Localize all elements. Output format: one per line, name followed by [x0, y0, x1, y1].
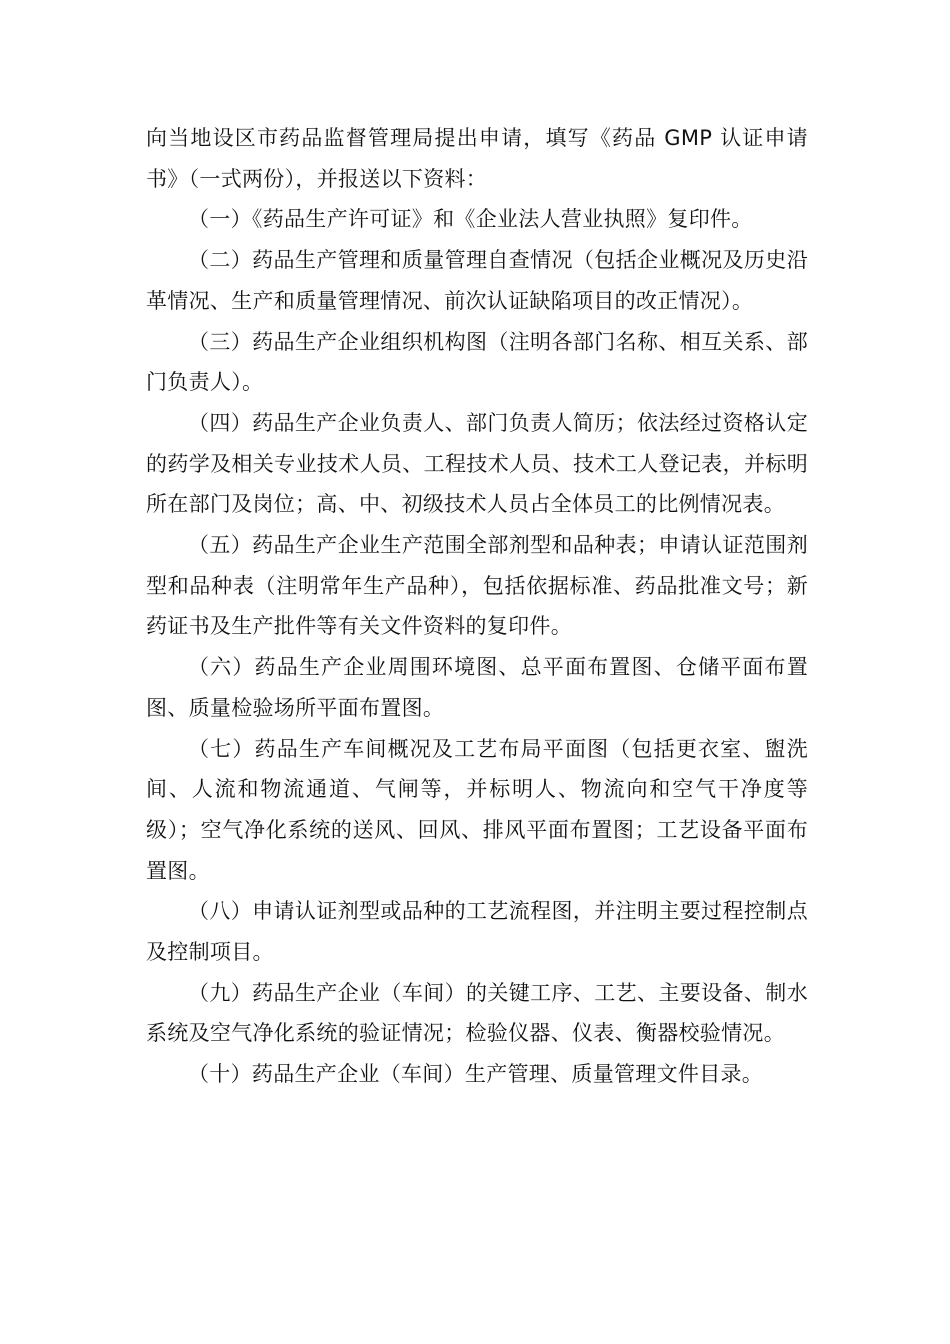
list-item: （九）药品生产企业（车间）的关键工序、工艺、主要设备、制水系统及空气净化系统的验证情况；检验仪器、仪表、衡器校验情况。 [146, 980, 808, 1046]
list-item: （一）《药品生产许可证》和《企业法人营业执照》复印件。 [188, 207, 753, 232]
intro-paragraph: 向当地设区市药品监督管理局提出申请，填写《药品 GMP 认证申请书》（一式两份），并报送以下资料： [146, 126, 808, 191]
document-body [146, 118, 808, 1095]
list-item: （三）药品生产企业组织机构图（注明各部门名称、相互关系、部门负责人）。 [146, 329, 808, 395]
list-item: （十）药品生产企业（车间）生产管理、质量管理文件目录。 [188, 1062, 764, 1087]
list-item: （八）申请认证剂型或品种的工艺流程图，并注明主要过程控制点及控制项目。 [146, 899, 808, 965]
list-item: （四）药品生产企业负责人、部门负责人简历；依法经过资格认定的药学及相关专业技术人员、工程技术人员、技术工人登记表，并标明所在部门及岗位；高、中、初级技术人员占全体员工的比例情况表。 [146, 410, 808, 517]
list-item: （二）药品生产管理和质量管理自查情况（包括企业概况及历史沿革情况、生产和质量管理情况、前次认证缺陷项目的改正情况）。 [146, 248, 808, 313]
list-item: （五）药品生产企业生产范围全部剂型和品种表；申请认证范围剂型和品种表（注明常年生产品种），包括依据标准、药品批准文号；新药证书及生产批件等有关文件资料的复印件。 [146, 533, 808, 639]
list-item: （七）药品生产车间概况及工艺布局平面图（包括更衣室、盥洗间、人流和物流通道、气闸等，并标明人、物流向和空气干净度等级）；空气净化系统的送风、回风、排风平面布置图；工艺设备平面布置图。 [146, 736, 808, 883]
list-item: （六）药品生产企业周围环境图、总平面布置图、仓储平面布置图、质量检验场所平面布置图。 [146, 655, 808, 720]
